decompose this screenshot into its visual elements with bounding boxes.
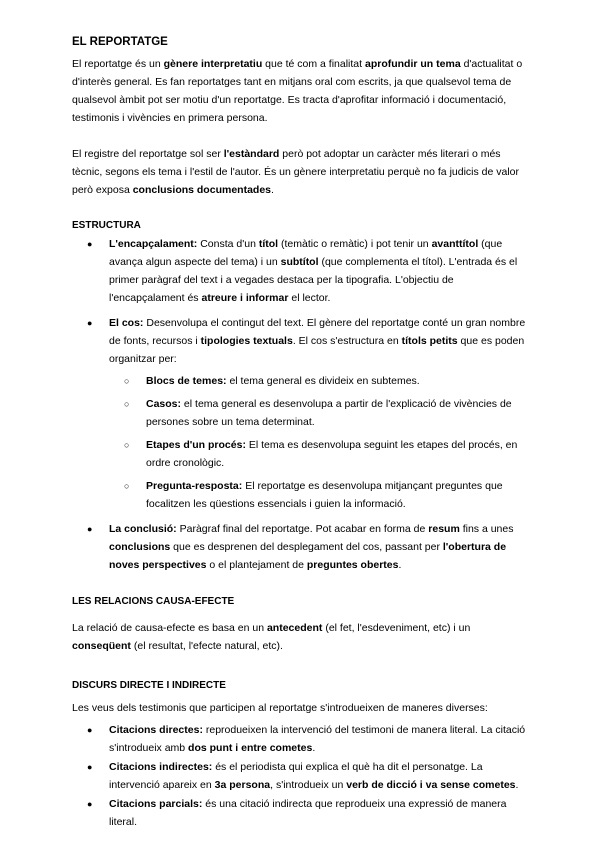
- text-run: El registre del reportatge sol ser: [72, 148, 224, 160]
- text-run: .: [271, 184, 274, 196]
- text-run: .: [515, 779, 519, 791]
- bold-text: verb de dicció i va sense cometes: [346, 779, 516, 791]
- text-run: El tema es desenvolupa seguint les etapes del procés, en ordre cronològic.: [146, 439, 518, 469]
- section-heading-discurs: DISCURS DIRECTE I INDIRECTE: [72, 680, 226, 691]
- bold-text: tipologies textuals: [200, 335, 293, 347]
- list-item-cos: [72, 314, 528, 513]
- text-run: que es poden organitzar per:: [109, 335, 525, 365]
- text-run: però pot adoptar un caràcter més literari o més tècnic, segons els tema i l'estil de l'autor. És un gènere interpretatiu perquè no fa judicis de valor però exposa: [72, 148, 520, 196]
- text-run: d'actualitat o d'interès general. Es fan reportatges tant en mitjans oral com escrits, ja que qualsevol tema de qualsevol àmbit pot ser motiu d'un reportatge. Es tracta d'aprofitar informació i documentació, testimonis i vivències en primera persona.: [72, 58, 523, 124]
- text-run: El reportatge es desenvolupa mitjançant preguntes que focalitzen les qüestions essencials i guien la informació.: [146, 480, 503, 510]
- bold-text: Casos:: [146, 398, 182, 410]
- bold-text: aprofundir un tema: [364, 58, 461, 70]
- bold-text: dos punt i entre cometes: [188, 742, 313, 754]
- text-run: (que complementa el títol). L'entrada és el primer paràgraf del text i a vegades destaca per la tipografia. L'objectiu de l'encapçalament és: [109, 256, 518, 304]
- text-run: Consta d'un: [197, 238, 259, 250]
- discurs-intro: Les veus dels testimonis que participen al reportatge s'introdueixen de maneres diverses:: [72, 702, 488, 714]
- text-run: o el plantejament de: [206, 559, 307, 571]
- text-run: La relació de causa-efecte es basa en un: [72, 622, 267, 634]
- bold-text: Citacions directes:: [109, 724, 203, 736]
- text-run: fins a unes: [459, 523, 514, 535]
- bold-text: gènere interpretatiu: [163, 58, 263, 70]
- bold-text: resum: [428, 523, 460, 535]
- sublist-item: [109, 436, 528, 472]
- text-run: Desenvolupa el contingut del text. El gènere del reportatge conté un gran nombre de fonts, recursos i: [109, 317, 526, 347]
- bold-text: avanttítol: [431, 238, 479, 250]
- bold-text: conclusions: [109, 541, 171, 553]
- bold-text: Pregunta-resposta:: [146, 480, 243, 492]
- bold-text: títols petits: [401, 335, 458, 347]
- list-item-citacions-directes: [72, 721, 528, 757]
- list-item-cos-text: [109, 317, 525, 365]
- text-run: Paràgraf final del reportatge. Pot acabar en forma de: [176, 523, 429, 535]
- bold-text: l'obertura de noves perspectives: [109, 541, 507, 571]
- text-run: reprodueixen la intervenció del testimoni de manera literal. La citació s'introdueix amb: [109, 724, 526, 754]
- sublist-item: [109, 477, 528, 513]
- intro-paragraph-2: [72, 145, 528, 199]
- bold-text: Citacions indirectes:: [109, 761, 213, 773]
- bold-text: conseqüent: [72, 640, 131, 652]
- text-run: (temàtic o remàtic) i pot tenir un: [278, 238, 432, 250]
- section-heading-estructura: ESTRUCTURA: [72, 220, 141, 231]
- text-run: que té com a finalitat: [262, 58, 365, 70]
- bold-text: antecedent: [266, 622, 323, 634]
- cos-sublist: [109, 372, 528, 513]
- bold-text: atreure i informar: [201, 292, 289, 304]
- text-run: .: [312, 742, 316, 754]
- list-item-citacions-parcials: [72, 795, 528, 831]
- bold-text: Blocs de temes:: [146, 375, 227, 387]
- text-run: , s'introdueix un: [270, 779, 347, 791]
- document-title: EL REPORTATGE: [72, 36, 168, 48]
- bold-text: conclusions documentades: [132, 184, 271, 196]
- list-item-citacions-indirectes: [72, 758, 528, 794]
- bold-text: El cos:: [109, 317, 144, 329]
- text-run: el tema general es desenvolupa a partir de l'explicació de vivències de persones sobre un tema determinat.: [146, 398, 512, 428]
- causa-efecte-paragraph: [72, 619, 528, 655]
- sublist-item: [109, 395, 528, 431]
- bold-text: 3a persona: [214, 779, 271, 791]
- text-run: és el periodista qui explica el què ha dit el personatge. La intervenció apareix en: [109, 761, 483, 791]
- bold-text: La conclusió:: [109, 523, 177, 535]
- bold-text: subtítol: [280, 256, 319, 268]
- list-item-conclusio: [72, 520, 528, 574]
- text-run: (el resultat, l'efecte natural, etc).: [130, 640, 283, 652]
- intro-paragraph-1: [72, 55, 528, 127]
- text-run: (el fet, l'esdeveniment, etc) i un: [322, 622, 471, 634]
- text-run: (que avança algun aspecte del tema) i un: [109, 238, 503, 268]
- text-run: és una citació indirecta que reprodueix una expressió de manera literal.: [109, 798, 507, 828]
- section-heading-causa-efecte: LES RELACIONS CAUSA-EFECTE: [72, 596, 235, 607]
- text-run: .: [398, 559, 402, 571]
- text-run: . El cos s'estructura en: [292, 335, 402, 347]
- sublist-item: [109, 372, 528, 390]
- list-item-encapcalament: [72, 235, 528, 307]
- bold-text: títol: [258, 238, 279, 250]
- estructura-list: [72, 235, 528, 574]
- text-run: el lector.: [288, 292, 331, 304]
- bold-text: L'encapçalament:: [109, 238, 198, 250]
- discurs-list: [72, 721, 528, 831]
- bold-text: l'estàndard: [223, 148, 280, 160]
- bold-text: preguntes obertes: [306, 559, 399, 571]
- bold-text: Etapes d'un procés:: [146, 439, 246, 451]
- text-run: el tema general es divideix en subtemes.: [226, 375, 420, 387]
- text-run: que es desprenen del desplegament del cos, passant per: [170, 541, 443, 553]
- bold-text: Citacions parcials:: [109, 798, 203, 810]
- text-run: El reportatge és un: [72, 58, 164, 70]
